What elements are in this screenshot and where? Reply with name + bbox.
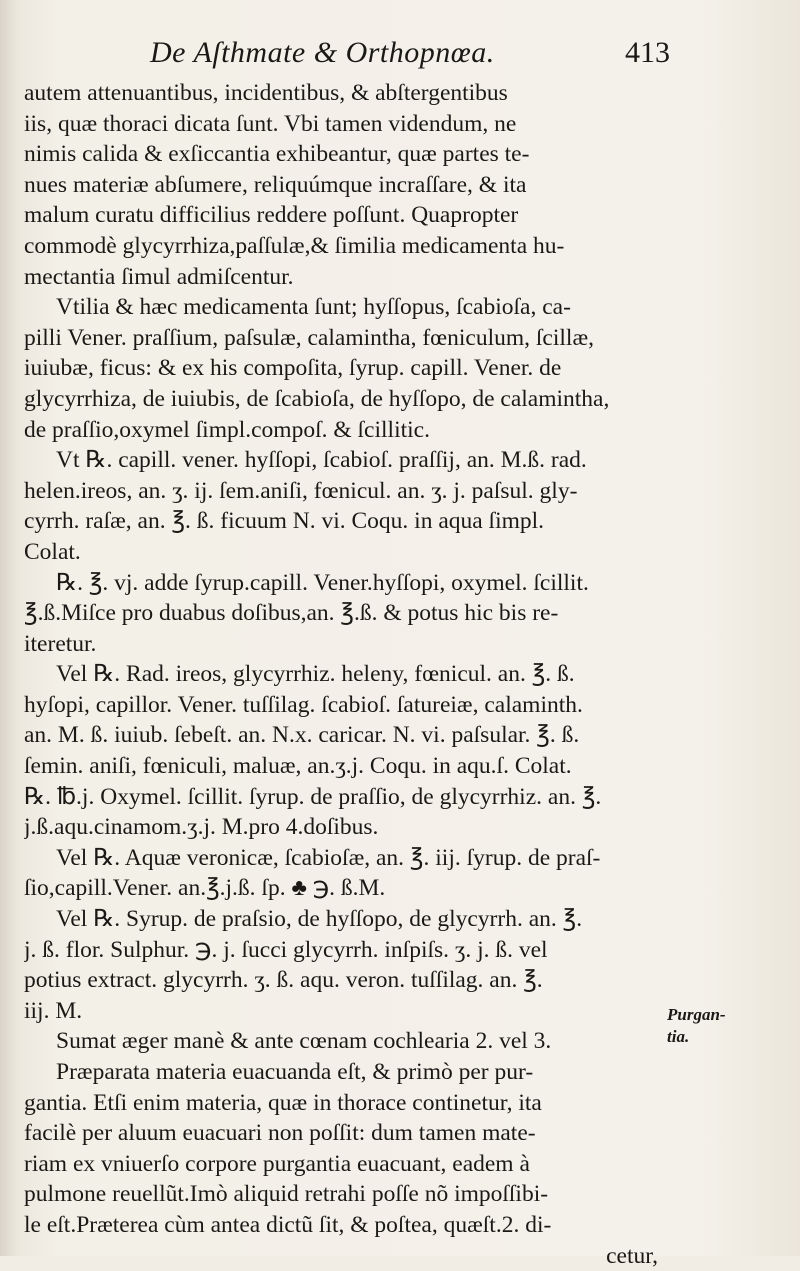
- text-line: hyſopi, capillor. Vener. tuſſilag. ſcabioſ. ſatureiæ, calaminth.: [24, 691, 583, 718]
- text-line: gantia. Etſi enim materia, quæ in thorace continetur, ita: [24, 1089, 542, 1116]
- text-line: Vel ℞. Syrup. de praſsio, de hyſſopo, de glycyrrh. an. ℥.: [56, 906, 583, 933]
- text-line: ℞. ℔.j. Oxymel. ſcillit. ſyrup. de praſſio, de glycyrrhiz. an. ℥.: [24, 783, 602, 810]
- text-line: pulmone reuellũt.Imò aliquid retrahi poſſe nõ impoſſibi-: [24, 1181, 549, 1208]
- text-line: iuiubæ, ficus: & ex his compoſita, ſyrup. capill. Vener. de: [24, 355, 562, 382]
- text-line: ſio,capill.Vener. an.℥.j.ß. ſp. ♣ ℈. ß.M.: [24, 875, 386, 902]
- text-line: autem attenuantibus, incidentibus, & abſtergentibus: [24, 80, 508, 106]
- page-number: 413: [625, 36, 670, 69]
- text-line: malum curatu difficilius reddere poſſunt. Quapropter: [24, 202, 519, 229]
- page-header: [150, 36, 670, 76]
- text-line: Vel ℞. Rad. ireos, glycyrrhiz. heleny, fœnicul. an. ℥. ß.: [56, 661, 575, 688]
- text-line: cetur,: [606, 1242, 658, 1269]
- margin-note-line: Purgan-: [667, 1005, 726, 1024]
- text-line: j.ß.aqu.cinamom.ʒ.j. M.pro 4.doſibus.: [24, 814, 379, 841]
- text-line: mectantia ſimul admiſcentur.: [24, 263, 294, 290]
- text-line: an. M. ß. iuiub. ſebeſt. an. N.x. caricar. N. vi. paſsular. ℥. ß.: [24, 722, 580, 749]
- text-line: Vel ℞. Aquæ veronicæ, ſcabioſæ, an. ℥. iij. ſyrup. de praſ-: [56, 844, 601, 871]
- text-line: riam ex vniuerſo corpore purgantia euacuant, eadem à: [24, 1150, 530, 1177]
- text-line: ℞. ℥. vj. adde ſyrup.capill. Vener.hyſſopi, oxymel. ſcillit.: [56, 569, 589, 596]
- margin-note: [667, 1004, 726, 1048]
- page-body: [24, 78, 664, 1271]
- text-line: commodè glycyrrhiza,paſſulæ,& ſimilia medicamenta hu-: [24, 232, 565, 259]
- text-line: helen.ireos, an. ʒ. ij. ſem.aniſi, fœnicul. an. ʒ. j. paſsul. gly-: [24, 477, 578, 504]
- text-line: Præparata materia euacuanda eſt, & primò per pur-: [56, 1059, 534, 1085]
- text-line: glycyrrhiza, de iuiubis, de ſcabioſa, de hyſſopo, de calamintha,: [24, 385, 610, 412]
- text-line: iteretur.: [24, 630, 97, 657]
- text-line: iij. M.: [24, 997, 83, 1024]
- text-line: Vtilia & hæc medicamenta ſunt; hyſſopus, ſcabioſa, ca-: [56, 294, 571, 321]
- text-line: facilè per aluum euacuari non poſſit: dum tamen mate-: [24, 1120, 536, 1147]
- text-line: ℥.ß.Miſce pro duabus doſibus,an. ℥.ß. & potus hic bis re-: [24, 600, 559, 627]
- text-line: potius extract. glycyrrh. ʒ. ß. aqu. veron. tuſſilag. an. ℥.: [24, 967, 543, 994]
- running-title: De Aſthmate & Orthopnœa.: [150, 36, 495, 69]
- text-line: nues materiæ abſumere, reliquúmque incraſſare, & ita: [24, 171, 527, 198]
- text-line: de praſſio,oxymel ſimpl.compoſ. & ſcillitic.: [24, 416, 430, 443]
- margin-note-line: tia.: [667, 1027, 690, 1046]
- text-line: pilli Vener. praſſium, paſsulæ, calamintha, fœniculum, ſcillæ,: [24, 324, 595, 351]
- text-line: iis, quæ thoraci dicata ſunt. Vbi tamen videndum, ne: [24, 110, 517, 137]
- text-line: Sumat æger manè & ante cœnam cochlearia 2. vel 3.: [56, 1028, 552, 1055]
- text-line: Vt ℞. capill. vener. hyſſopi, ſcabioſ. praſſij, an. M.ß. rad.: [56, 447, 587, 474]
- text-line: Colat.: [24, 538, 81, 565]
- text-line: le eſt.Præterea cùm antea dictũ ſit, & poſtea, quæſt.2. di-: [24, 1211, 552, 1238]
- text-line: ſemin. aniſi, fœniculi, maluæ, an.ʒ.j. Coqu. in aqu.ſ. Colat.: [24, 753, 572, 780]
- text-line: j. ß. flor. Sulphur. ℈. j. ſucci glycyrrh. inſpiſs. ʒ. j. ß. vel: [24, 936, 548, 963]
- text-line: cyrrh. raſæ, an. ℥. ß. ficuum N. vi. Coqu. in aqua ſimpl.: [24, 508, 545, 535]
- text-line: nimis calida & exſiccantia exhibeantur, quæ partes te-: [24, 141, 530, 168]
